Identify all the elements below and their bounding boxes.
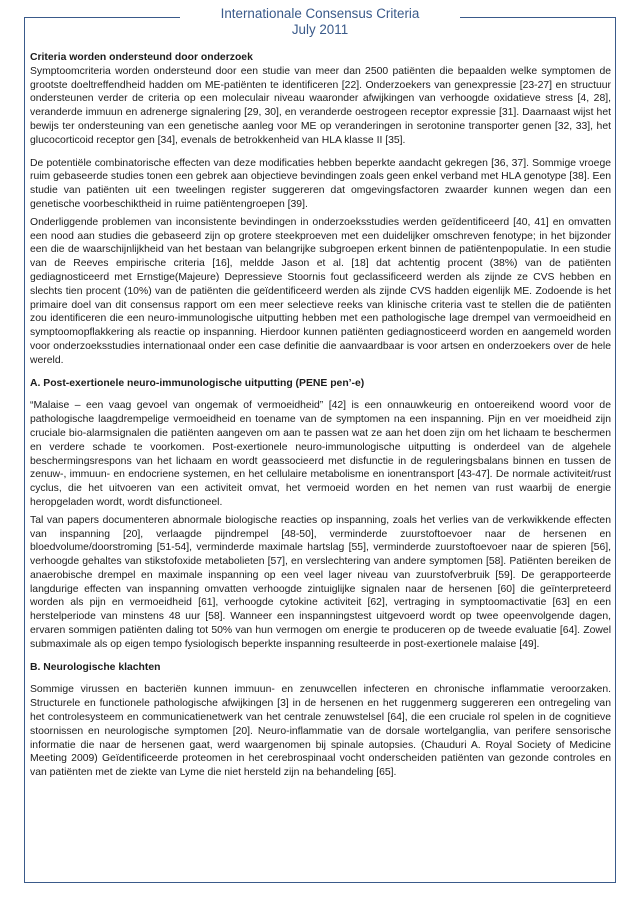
frame-left-rule xyxy=(24,17,25,883)
intro-heading: Criteria worden ondersteund door onderzoek xyxy=(30,52,253,63)
intro-paragraph-3: Onderliggende problemen van inconsistente bevindingen in onderzoeksstudies werden geïdentificeerd [40, 41] en omvatten een nood aan studies die gebaseerd zijn op grotere steekproeven met een duidelijker omschreven fenotype; in het bijzonder een die de waarschijnlijkheid van het bestaan van belangrijke subgroepen erkent binnen de patiëntenpopulatie. In een studie van de Reeves empirische criteria [16], meldde Jason et al. [18] dat achtentig procent (38%) van de patiënten gediagnosticeerd met Ernstige(Majeure) Depressieve Stoornis fout geclassificeerd werden als zijnde ze CVS hebben en slechts tien procent (10%) van de patiënten die geïdentificeerd werden als zijnde CVS hadden eigenlijk ME. Zodoende is het primaire doel van dit consensus rapport om een meer selectieve reeks van klinische criteria vast te stellen die de patiënten zou identificeren die een neuro-immunologische uitputting hebben met een pathologische lage drempel van vermoeidheid en symptoomopflakkering als reactie op inspanning. Hierdoor kunnen patiënten gediagnosticeerd worden en aangemeld worden voor onderzoeksstudies internationaal onder een case definitie die aanvaardbaar is voor artsen en onderzoekers over de hele wereld. xyxy=(30,216,611,366)
section-a-paragraph-2: Tal van papers documenteren abnormale biologische reacties op inspanning, zoals het verlies van de verkwikkende effecten van inspanning [20], verlaagde pijndrempel [48-50], verminderde zuurstoftoevoer naar de hersenen en bloedvolume/doorstroming [51-54], verminderde maximale hartslag [55], verminderde zuurstoftoevoer naar de spieren [56], verhoogde gehaltes van stikstofoxide metabolieten [57], en verslechtering van andere symptomen [58]. Patiënten bereiken de anaerobische drempel en maximale inspanning op een veel lager niveau van zuurstofverbruik [59]. De gerapporteerde langdurige effecten van inspanning omvatten verhoogde zintuiglijke signalen naar de hersenen [60] die geïnterpreteerd worden als pijn en vermoeidheid [61], verhoogde cytokine activiteit [62], vertraging in symptoomactivatie [63] en een herstelperiode van minstens 48 uur [58]. Wanneer een inspanningstest uitgevoerd wordt op twee opeenvolgende dagen, ervaren sommigen patiënten daling tot 50% van hun vermogen om energie te produceren op de tweede evaluatie [64]. Zowel submaximale als op eigen tempo fysiologisch beperkte inspanning resulteerde in post-exertionele malaise [49]. xyxy=(30,514,611,650)
document-body xyxy=(30,51,611,780)
frame-right-rule xyxy=(615,17,616,883)
intro-paragraph-1 xyxy=(30,51,611,148)
section-a-paragraph-1: “Malaise – een vaag gevoel van ongemak of vermoeidheid” [42] is een onnauwkeurig en ontoereikend woord voor de pathologische laagdrempelige vermoeidheid en toename van de symptomen na een inspanning. Pijn en ver moeidheid zijn cruciale bio-alarmsignalen die patiënten aangeven om aan te passen wat ze aan het doen zijn om het lichaam te beschermen en verdere schade te voorkomen. Post-exertionele neuro-immunologische uitputting is onderdeel van de algehele beschermingsrespons van het lichaam en wordt geassocieerd met disfunctie in de reguleringsbalans binnen en tussen de zenuw-, immuun- en endocriene systemen, en het cellulaire metabolisme en ionentransport [43-47]. De normale activiteit/rust cyclus, die het uitvoeren van een activiteit omvat, het vermoeid worden en het nemen van rust waarbij de energie heropgeladen wordt, wordt disfunctioneel. xyxy=(30,400,611,508)
section-b-heading: B. Neurologische klachten xyxy=(30,661,161,673)
intro-paragraph-2: De potentiële combinatorische effecten van deze modificaties hebben beperkte aandacht gekregen [36, 37]. Sommige vroege ruim gebaseerde studies tonen een gebrek aan objectieve bevindingen zoals geen enkel verband met HLA genotype [38]. Een studie van patiënten uit een tweelingen register suggereren dat omgevingsfactoren zwaarder kunnen wegen dan een genetische voorbeschiktheid in ruime patiëntengroepen [39]. xyxy=(30,157,611,210)
page-header xyxy=(180,6,460,38)
section-a-heading: A. Post-exertionele neuro-immunologische uitputting (PENE pen’-e) xyxy=(30,377,365,389)
frame-bottom-rule xyxy=(24,882,616,883)
header-title: Internationale Consensus Criteria xyxy=(220,6,420,21)
header-date: July 2011 xyxy=(291,22,349,37)
section-b-paragraph-1: Sommige virussen en bacteriën kunnen immuun- en zenuwcellen infecteren en chronische inflammatie veroorzaken. Structurele en functionele pathologische afwijkingen [3] in de hersenen en het ruggenmerg suggereren een ontregeling van het controlesysteem en communicatienetwerk van het centrale zenuwstelsel [64], die een cruciale rol spelen in de cognitieve stoornissen en neurologische symptomen [20]. Neuro-inflammatie van de dorsale wortelganglia, van perifere sensorische informatie die naar de hersenen gaat, werd waargenomen bij spinale autopsies. (Chauduri A. Royal Society of Medicine Meeting 2009) Geïdentificeerde proteomen in het cerebrospinaal vocht onderscheiden patiënten van gezonde controles en van patiënten met de ziekte van Lyme die niet hersteld zijn na behandeling [65]. xyxy=(30,684,611,779)
intro-paragraph-1-text: Symptoomcriteria worden ondersteund door een studie van meer dan 2500 patiënten die bepaalden welke symptomen de grootste doeltreffendheid hadden om ME-patiënten te identificeren [22]. Onderzoekers van genexpressie [23-27] en structuur ondersteunen verder de criteria op een moleculair niveau waaronder afwijkingen van verhoogde oxidatieve stress [4, 28], veranderde immuun en adrenerge signalering [29, 30], en veranderde oestrogeen receptor expressie [31]. Daarnaast wijst het bewijs ter ondersteuning van een genetische aanleg voor ME op veranderingen in serotonine transporter genen [32, 33], het glucocorticoid receptor gen [34], evenals de betrokkenheid van HLA klasse II [35]. xyxy=(30,65,611,146)
